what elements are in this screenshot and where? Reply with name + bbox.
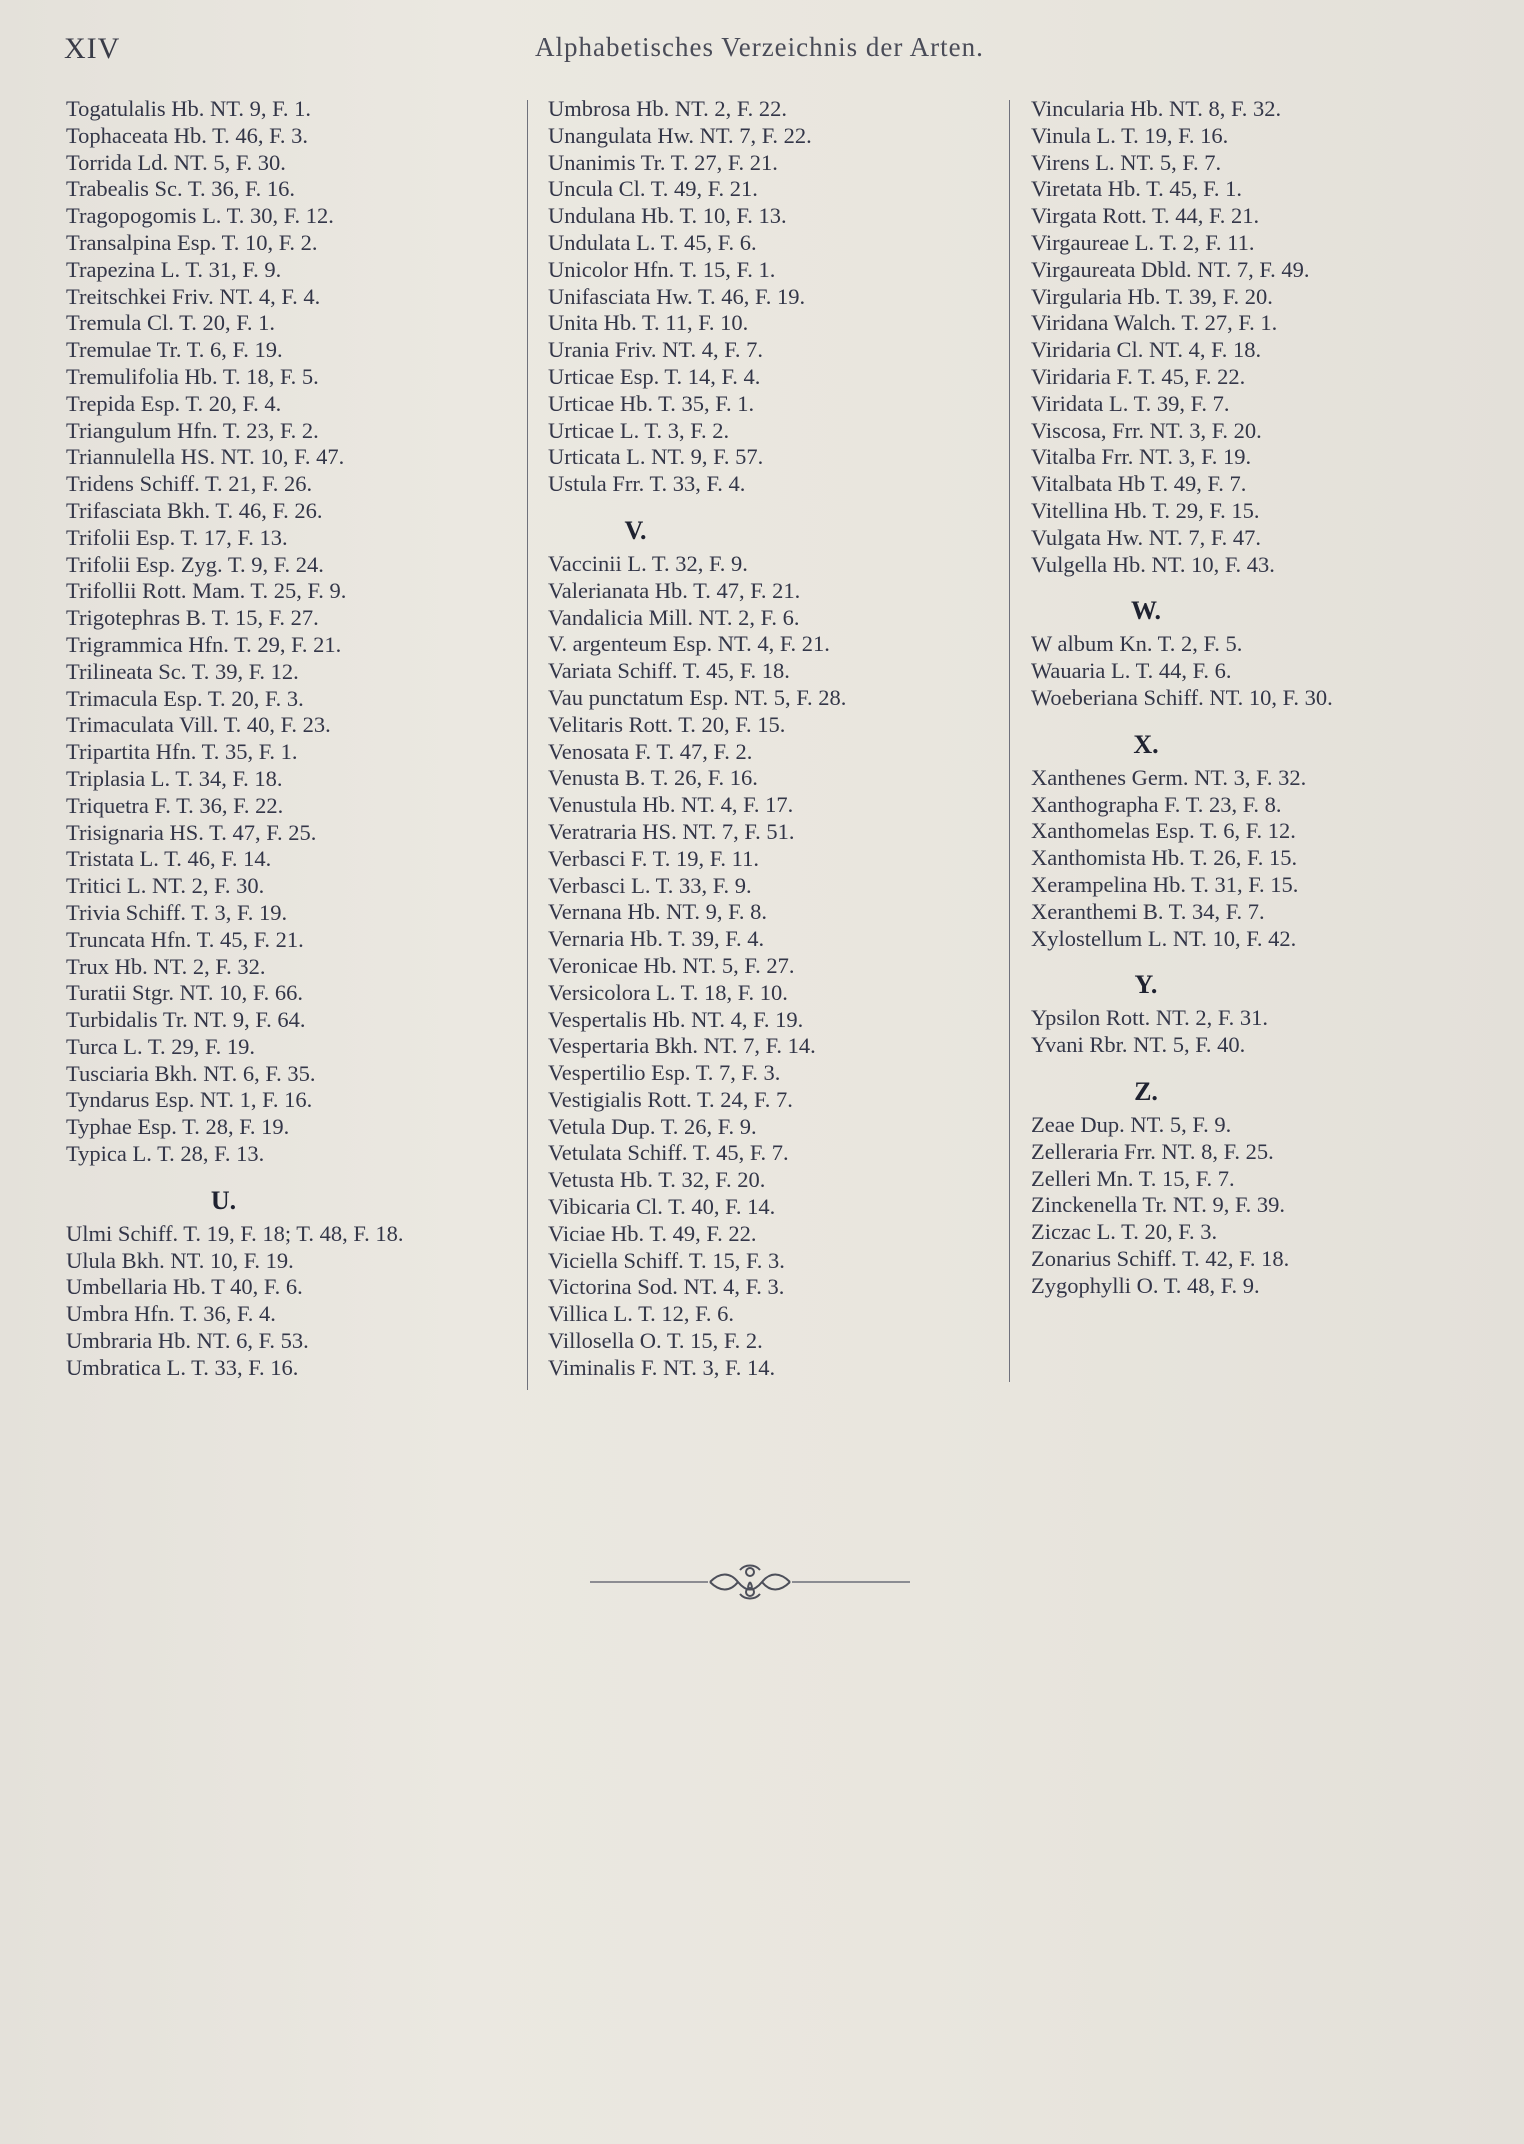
species-entry: Unifasciata Hw. T. 46, F. 19.	[548, 283, 806, 309]
species-entry: Xerampelina Hb. T. 31, F. 15.	[1031, 871, 1299, 897]
species-entry: Vernana Hb. NT. 9, F. 8.	[548, 899, 767, 925]
species-entry: Ziczac L. T. 20, F. 3.	[1031, 1219, 1218, 1245]
species-entry: Turatii Stgr. NT. 10, F. 66.	[66, 980, 303, 1006]
species-entry: Vitellina Hb. T. 29, F. 15.	[1031, 497, 1260, 523]
species-entry: Woeberiana Schiff. NT. 10, F. 30.	[1031, 684, 1333, 710]
section-letter-heading: Z.	[1134, 1076, 1158, 1106]
species-entry: Yvani Rbr. NT. 5, F. 40.	[1031, 1032, 1246, 1058]
section-gap	[1031, 712, 1511, 725]
species-entry: Trux Hb. NT. 2, F. 32.	[66, 953, 266, 979]
species-entry: Viciae Hb. T. 49, F. 22.	[548, 1220, 757, 1246]
species-entry: Zonarius Schiff. T. 42, F. 18.	[1031, 1245, 1290, 1271]
species-entry: Unangulata Hw. NT. 7, F. 22.	[548, 122, 812, 148]
species-entry: Trimacula Esp. T. 20, F. 3.	[66, 685, 304, 711]
species-entry: Urticae Hb. T. 35, F. 1.	[548, 390, 755, 416]
species-entry: Trapezina L. T. 31, F. 9.	[66, 256, 282, 282]
species-entry: Vitalba Frr. NT. 3, F. 19.	[1031, 444, 1252, 470]
species-entry: Vitalbata Hb T. 49, F. 7.	[1031, 471, 1247, 497]
species-entry: Xanthomista Hb. T. 26, F. 15.	[1031, 845, 1298, 871]
section-gap	[1031, 578, 1511, 591]
species-entry: Tyndarus Esp. NT. 1, F. 16.	[66, 1087, 313, 1113]
species-entry: Vulgata Hw. NT. 7, F. 47.	[1031, 524, 1261, 550]
species-entry: Urticae Esp. T. 14, F. 4.	[548, 363, 761, 389]
species-entry: Vinula L. T. 19, F. 16.	[1031, 122, 1229, 148]
species-entry: Ypsilon Rott. NT. 2, F. 31.	[1031, 1005, 1268, 1031]
species-entry: Umbellaria Hb. T 40, F. 6.	[66, 1274, 303, 1300]
species-entry: Xanthographa F. T. 23, F. 8.	[1031, 791, 1282, 817]
species-entry: Tophaceata Hb. T. 46, F. 3.	[66, 122, 308, 148]
species-entry: Tremula Cl. T. 20, F. 1.	[66, 310, 276, 336]
species-entry: Trilineata Sc. T. 39, F. 12.	[66, 658, 299, 684]
species-entry: Virens L. NT. 5, F. 7.	[1031, 149, 1222, 175]
species-entry: Turca L. T. 29, F. 19.	[66, 1033, 256, 1059]
species-entry: Venosata F. T. 47, F. 2.	[548, 738, 753, 764]
species-entry: Urticata L. NT. 9, F. 57.	[548, 444, 764, 470]
species-entry: Viretata Hb. T. 45, F. 1.	[1031, 176, 1242, 202]
index-column-3	[1031, 96, 1511, 1299]
section-letter-heading: Y.	[1134, 970, 1158, 1000]
species-entry: Venusta B. T. 26, F. 16.	[548, 765, 758, 791]
species-entry: Villica L. T. 12, F. 6.	[548, 1301, 734, 1327]
species-entry: V. argenteum Esp. NT. 4, F. 21.	[548, 631, 830, 657]
species-entry: Truncata Hfn. T. 45, F. 21.	[66, 926, 304, 952]
species-entry: Urticae L. T. 3, F. 2.	[548, 417, 730, 443]
section-gap	[1031, 952, 1511, 965]
species-entry: Xylostellum L. NT. 10, F. 42.	[1031, 925, 1297, 951]
species-entry: Veratraria HS. NT. 7, F. 51.	[548, 818, 795, 844]
species-entry: Xeranthemi B. T. 34, F. 7.	[1031, 898, 1265, 924]
species-entry: Zygophylli O. T. 48, F. 9.	[1031, 1272, 1260, 1298]
index-column-1	[66, 96, 526, 1382]
species-entry: Verbasci F. T. 19, F. 11.	[548, 845, 759, 871]
species-entry: Vetusta Hb. T. 32, F. 20.	[548, 1167, 766, 1193]
species-entry: Trivia Schiff. T. 3, F. 19.	[66, 899, 288, 925]
species-entry: Triangulum Hfn. T. 23, F. 2.	[66, 417, 319, 443]
species-entry: Unanimis Tr. T. 27, F. 21.	[548, 149, 778, 175]
species-entry: Vetula Dup. T. 26, F. 9.	[548, 1113, 757, 1139]
species-entry: Undulana Hb. T. 10, F. 13.	[548, 203, 787, 229]
ornament-divider	[590, 1560, 910, 1604]
species-entry: Zinckenella Tr. NT. 9, F. 39.	[1031, 1192, 1286, 1218]
species-entry: Trabealis Sc. T. 36, F. 16.	[66, 176, 296, 202]
species-entry: Zelleri Mn. T. 15, F. 7.	[1031, 1165, 1235, 1191]
species-entry: Virgularia Hb. T. 39, F. 20.	[1031, 283, 1273, 309]
species-entry: Trifolii Esp. Zyg. T. 9, F. 24.	[66, 551, 324, 577]
species-entry: Viciella Schiff. T. 15, F. 3.	[548, 1247, 785, 1273]
species-entry: Togatulalis Hb. NT. 9, F. 1.	[66, 96, 311, 121]
species-entry: Tripartita Hfn. T. 35, F. 1.	[66, 739, 298, 765]
species-entry: Tristata L. T. 46, F. 14.	[66, 846, 272, 872]
section-letter-heading: V.	[624, 515, 647, 545]
species-entry: Viridaria F. T. 45, F. 22.	[1031, 363, 1246, 389]
species-entry: Viscosa, Frr. NT. 3, F. 20.	[1031, 417, 1262, 443]
running-title: Alphabetisches Verzeichnis der Arten.	[535, 32, 984, 62]
species-entry: Triannulella HS. NT. 10, F. 47.	[66, 444, 345, 470]
species-entry: Trimaculata Vill. T. 40, F. 23.	[66, 712, 331, 738]
species-entry: Transalpina Esp. T. 10, F. 2.	[66, 229, 318, 255]
species-entry: Uncula Cl. T. 49, F. 21.	[548, 176, 758, 202]
species-entry: Turbidalis Tr. NT. 9, F. 64.	[66, 1007, 306, 1033]
species-entry: Xanthomelas Esp. T. 6, F. 12.	[1031, 818, 1296, 844]
species-entry: Tritici L. NT. 2, F. 30.	[66, 873, 265, 899]
species-entry: Villosella O. T. 15, F. 2.	[548, 1328, 763, 1354]
section-letter-heading: U.	[210, 1185, 237, 1215]
species-entry: Viridaria Cl. NT. 4, F. 18.	[1031, 337, 1262, 363]
species-entry: Ulula Bkh. NT. 10, F. 19.	[66, 1247, 294, 1273]
species-entry: Xanthenes Germ. NT. 3, F. 32.	[1031, 764, 1307, 790]
species-entry: Trepida Esp. T. 20, F. 4.	[66, 390, 282, 416]
species-entry: Valerianata Hb. T. 47, F. 21.	[548, 577, 801, 603]
species-entry: Virgaureata Dbld. NT. 7, F. 49.	[1031, 256, 1310, 282]
species-entry: Vincularia Hb. NT. 8, F. 32.	[1031, 96, 1282, 121]
species-entry: Velitaris Rott. T. 20, F. 15.	[548, 711, 786, 737]
species-entry: Vulgella Hb. NT. 10, F. 43.	[1031, 551, 1275, 577]
species-entry: Viridana Walch. T. 27, F. 1.	[1031, 310, 1278, 336]
species-entry: Vespertilio Esp. T. 7, F. 3.	[548, 1060, 781, 1086]
species-entry: Undulata L. T. 45, F. 6.	[548, 229, 757, 255]
page-number: XIV	[64, 32, 121, 65]
species-entry: Wauaria L. T. 44, F. 6.	[1031, 658, 1232, 684]
species-entry: Triquetra F. T. 36, F. 22.	[66, 792, 284, 818]
index-column-2	[548, 96, 1003, 1382]
species-entry: Vandalicia Mill. NT. 2, F. 6.	[548, 604, 800, 630]
species-entry: Viminalis F. NT. 3, F. 14.	[548, 1354, 776, 1380]
section-gap	[66, 1168, 526, 1181]
species-entry: Tridens Schiff. T. 21, F. 26.	[66, 471, 313, 497]
species-entry: Venustula Hb. NT. 4, F. 17.	[548, 792, 794, 818]
species-entry: Vau punctatum Esp. NT. 5, F. 28.	[548, 684, 847, 710]
species-entry: Tusciaria Bkh. NT. 6, F. 35.	[66, 1060, 316, 1086]
species-entry: Zeae Dup. NT. 5, F. 9.	[1031, 1111, 1232, 1137]
species-entry: Variata Schiff. T. 45, F. 18.	[548, 658, 790, 684]
species-entry: Trisignaria HS. T. 47, F. 25.	[66, 819, 317, 845]
species-entry: Tremulifolia Hb. T. 18, F. 5.	[66, 363, 319, 389]
species-entry: Trigrammica Hfn. T. 29, F. 21.	[66, 631, 342, 657]
species-entry: Ulmi Schiff. T. 19, F. 18; T. 48, F. 18.	[66, 1220, 404, 1246]
column-divider	[1009, 100, 1010, 1382]
species-entry: Vetulata Schiff. T. 45, F. 7.	[548, 1140, 789, 1166]
species-entry: Vaccinii L. T. 32, F. 9.	[548, 550, 748, 576]
species-entry: Triplasia L. T. 34, F. 18.	[66, 765, 283, 791]
species-entry: Virgata Rott. T. 44, F. 21.	[1031, 203, 1260, 229]
species-entry: Umbraria Hb. NT. 6, F. 53.	[66, 1328, 309, 1354]
species-entry: Tragopogomis L. T. 30, F. 12.	[66, 203, 334, 229]
species-entry: Viridata L. T. 39, F. 7.	[1031, 390, 1230, 416]
species-entry: W album Kn. T. 2, F. 5.	[1031, 631, 1243, 657]
species-entry: Verbasci L. T. 33, F. 9.	[548, 872, 752, 898]
species-entry: Urania Friv. NT. 4, F. 7.	[548, 337, 764, 363]
species-entry: Victorina Sod. NT. 4, F. 3.	[548, 1274, 785, 1300]
species-entry: Vespertalis Hb. NT. 4, F. 19.	[548, 1006, 804, 1032]
species-entry: Trifolii Esp. T. 17, F. 13.	[66, 524, 288, 550]
species-entry: Tremulae Tr. T. 6, F. 19.	[66, 337, 283, 363]
species-entry: Treitschkei Friv. NT. 4, F. 4.	[66, 283, 321, 309]
column-divider	[527, 100, 528, 1390]
species-entry: Vibicaria Cl. T. 40, F. 14.	[548, 1194, 776, 1220]
species-entry: Unicolor Hfn. T. 15, F. 1.	[548, 256, 776, 282]
section-letter-heading: X.	[1133, 729, 1159, 759]
section-letter-heading: W.	[1130, 596, 1162, 626]
species-entry: Trigotephras B. T. 15, F. 27.	[66, 605, 319, 631]
species-entry: Trifollii Rott. Mam. T. 25, F. 9.	[66, 578, 347, 604]
species-entry: Unita Hb. T. 11, F. 10.	[548, 310, 749, 336]
species-entry: Zelleraria Frr. NT. 8, F. 25.	[1031, 1138, 1274, 1164]
species-entry: Typica L. T. 28, F. 13.	[66, 1141, 265, 1167]
species-entry: Vestigialis Rott. T. 24, F. 7.	[548, 1086, 793, 1112]
species-entry: Veronicae Hb. NT. 5, F. 27.	[548, 952, 795, 978]
species-entry: Torrida Ld. NT. 5, F. 30.	[66, 149, 286, 175]
species-entry: Umbra Hfn. T. 36, F. 4.	[66, 1301, 276, 1327]
section-gap	[548, 498, 1003, 511]
species-entry: Ustula Frr. T. 33, F. 4.	[548, 471, 746, 497]
section-gap	[1031, 1059, 1511, 1072]
species-entry: Typhae Esp. T. 28, F. 19.	[66, 1114, 290, 1140]
species-entry: Umbrosa Hb. NT. 2, F. 22.	[548, 96, 788, 121]
species-entry: Versicolora L. T. 18, F. 10.	[548, 979, 788, 1005]
species-entry: Umbratica L. T. 33, F. 16.	[66, 1354, 299, 1380]
species-entry: Vespertaria Bkh. NT. 7, F. 14.	[548, 1033, 816, 1059]
species-entry: Virgaureae L. T. 2, F. 11.	[1031, 229, 1255, 255]
species-entry: Trifasciata Bkh. T. 46, F. 26.	[66, 497, 323, 523]
species-entry: Vernaria Hb. T. 39, F. 4.	[548, 926, 765, 952]
